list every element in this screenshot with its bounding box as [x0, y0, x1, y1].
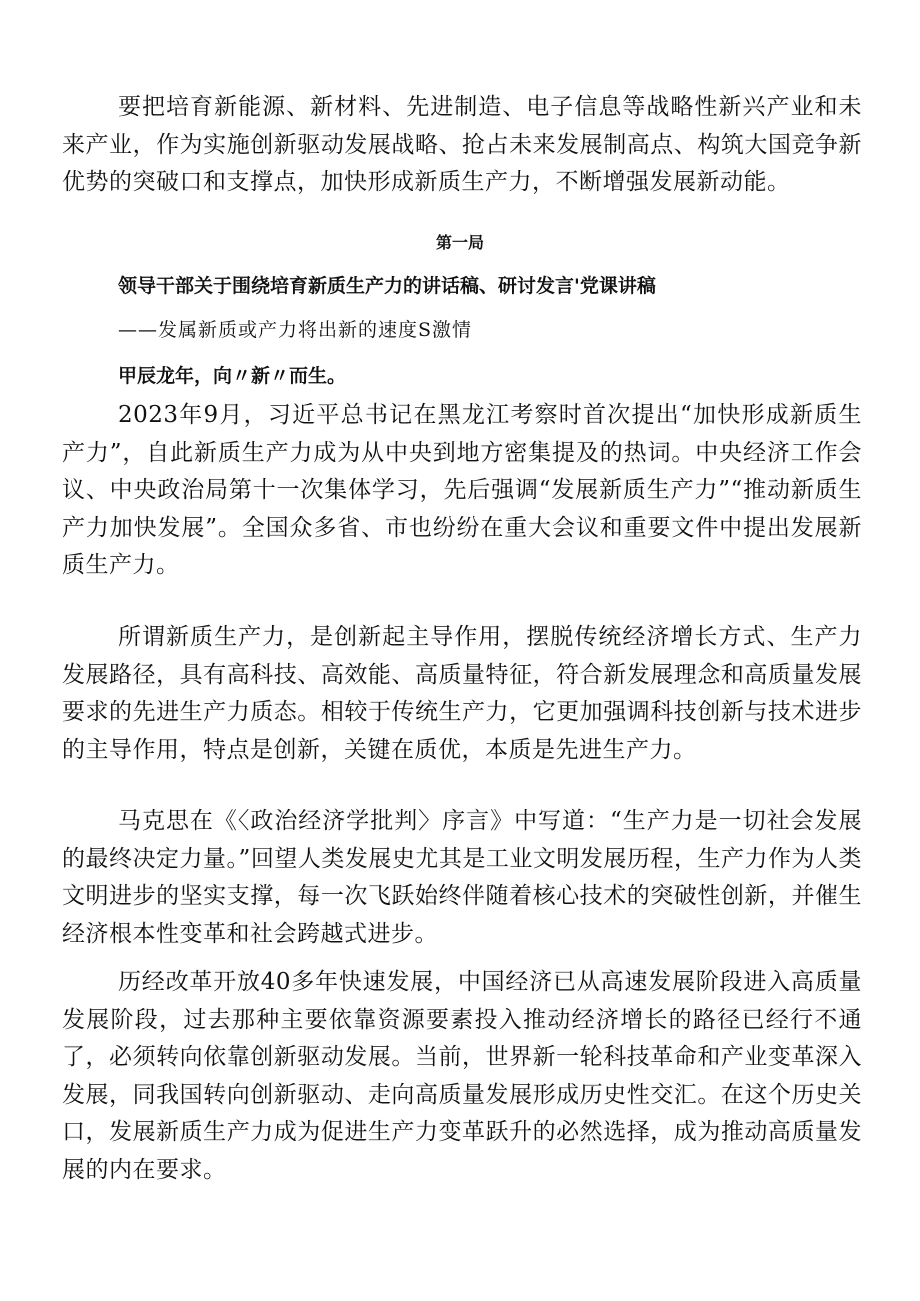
body-paragraph-3: 马克思在《〈政治经济学批判〉序言》中写道：“生产力是一切社会发展的最终决定力量。”回望人类发展史尤其是工业文明发展历程，生产力作为人类文明进步的坚实支撑，每一次飞跃始终伴随着核心技术的突破性创新，并催生经济根本性变革和社会跨越式进步。 [62, 808, 862, 947]
intro-paragraph: 要把培育新能源、新材料、先进制造、电子信息等战略性新兴产业和未来产业，作为实施创新驱动发展战略、抢占未来发展制高点、构筑大国竞争新优势的突破口和支撑点，加快形成新质生产力，不断增强发展新动能。 [62, 94, 862, 195]
section-label: 第一局 [435, 233, 484, 252]
body-paragraph-4: 历经改革开放40多年快速发展，中国经济已从高速发展阶段进入高质量发展阶段，过去那种主要依靠资源要素投入推动经济增长的路径已经行不通了，必须转向依靠创新驱动发展。当前，世界新一轮科技革命和产业变革深入发展，同我国转向创新驱动、走向高质量发展形成历史性交汇。在这个历史关口，发展新质生产力成为促进生产力变革跃升的必然选择，成为推动高质量发展的内在要求。 [62, 969, 862, 1183]
lead-line: 甲辰龙年，向〃新〃而生。 [118, 365, 347, 387]
document-subtitle: ——发属新质或产力将出新的速度S激情 [118, 319, 473, 341]
document-title: 领导干部关于围绕培育新质生产力的讲话稿、研讨发言'党课讲稿 [118, 275, 656, 297]
body-paragraph-2: 所谓新质生产力，是创新起主导作用，摆脱传统经济增长方式、生产力发展路径，具有高科技、高效能、高质量特征，符合新发展理念和高质量发展要求的先进生产力质态。相较于传统生产力，它更加强调科技创新与技术进步的主导作用，特点是创新，关键在质优，本质是先进生产力。 [62, 624, 862, 763]
body-paragraph-1: 2023年9月，习近平总书记在黑龙江考察时首次提出“加快形成新质生产力”，自此新质生产力成为从中央到地方密集提及的热词。中央经济工作会议、中央政治局第十一次集体学习，先后强调“发展新质生产力”“推动新质生产力加快发展”。全国众多省、市也纷纷在重大会议和重要文件中提出发展新质生产力。 [62, 402, 862, 578]
